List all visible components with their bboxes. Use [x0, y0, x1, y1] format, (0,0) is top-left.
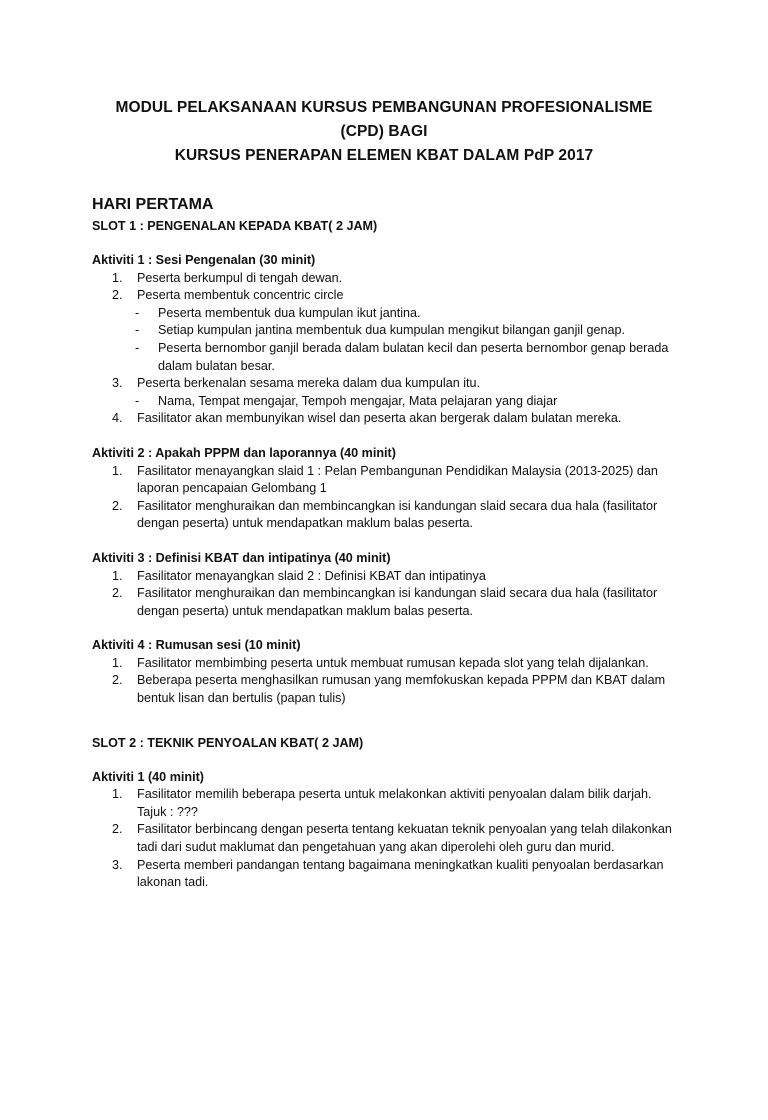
step-text: Peserta berkenalan sesama mereka dalam dua kumpulan itu. — [137, 376, 481, 391]
sub-steps — [137, 305, 676, 375]
activity-block — [92, 769, 676, 892]
sub-step-dash: - — [135, 393, 140, 408]
step-text: Fasilitator menayangkan slaid 1 : Pelan Pembangunan Pendidikan Malaysia (2013-2025) dan laporan pencapaian Gelombang 1 — [137, 463, 658, 496]
sub-step-item — [92, 340, 676, 375]
title-line-1: MODUL PELAKSANAAN KURSUS PEMBANGUNAN PROFESIONALISME (CPD) BAGI — [115, 99, 653, 140]
step-item — [92, 568, 676, 586]
document-page — [0, 96, 768, 1120]
activity-steps — [92, 270, 676, 428]
title-line-2: KURSUS PENERAPAN ELEMEN KBAT DALAM PdP 2017 — [174, 147, 594, 164]
step-item — [92, 270, 676, 288]
step-text: Fasilitator memilih beberapa peserta untuk melakonkan aktiviti penyoalan dalam bilik darjah. Tajuk : ??? — [137, 787, 652, 819]
step-number: 1. — [112, 787, 123, 802]
step-item — [92, 287, 676, 375]
sub-step-text: Nama, Tempat mengajar, Tempoh mengajar, Mata pelajaran yang diajar — [158, 393, 558, 408]
activity-title: Aktiviti 1 (40 minit) — [92, 769, 204, 784]
step-text: Peserta memberi pandangan tentang bagaimana meningkatkan kualiti penyoalan berdasarkan lakonan tadi. — [137, 857, 664, 890]
sub-step-text: Setiap kumpulan jantina membentuk dua kumpulan mengikut bilangan ganjil genap. — [158, 323, 625, 338]
step-text: Fasilitator berbincang dengan peserta tentang kekuatan teknik penyoalan yang telah dilakonkan tadi dari sudut maklumat dan pengetahuan yang akan diperolehi oleh guru dan murid. — [137, 822, 672, 855]
sub-step-item — [92, 322, 676, 340]
step-item — [92, 821, 676, 856]
step-item — [92, 857, 676, 892]
step-item — [92, 498, 676, 533]
step-item — [92, 786, 676, 821]
activity-block — [92, 445, 676, 533]
activity-title: Aktiviti 2 : Apakah PPPM dan laporannya (40 minit) — [92, 445, 396, 460]
step-item — [92, 655, 676, 673]
step-text: Fasilitator membimbing peserta untuk membuat rumusan kepada slot yang telah dijalankan. — [137, 655, 649, 670]
step-item — [92, 410, 676, 428]
step-number: 1. — [112, 568, 123, 583]
sub-step-text: Peserta membentuk dua kumpulan ikut jantina. — [158, 305, 421, 320]
step-number: 1. — [112, 270, 123, 285]
step-text: Peserta berkumpul di tengah dewan. — [137, 270, 343, 285]
activity-title: Aktiviti 1 : Sesi Pengenalan (30 minit) — [92, 253, 316, 267]
activity-steps — [92, 463, 676, 533]
sub-step-dash: - — [135, 340, 140, 355]
activity-steps — [92, 655, 676, 708]
step-number: 4. — [112, 411, 123, 426]
activity-block — [92, 637, 676, 707]
step-number: 2. — [112, 586, 123, 601]
step-number: 3. — [112, 857, 123, 872]
activity-block — [92, 252, 676, 428]
sub-step-dash: - — [135, 305, 140, 320]
step-item — [92, 585, 676, 620]
sub-step-item — [92, 393, 676, 411]
activity-title: Aktiviti 4 : Rumusan sesi (10 minit) — [92, 638, 301, 653]
step-text: Fasilitator akan membunyikan wisel dan peserta akan bergerak dalam bulatan mereka. — [137, 411, 622, 426]
sub-steps — [137, 393, 676, 411]
activity-steps — [92, 568, 676, 621]
step-text: Peserta membentuk concentric circle — [137, 288, 344, 303]
step-number: 2. — [112, 822, 123, 837]
step-number: 2. — [112, 498, 123, 513]
activity-title: Aktiviti 3 : Definisi KBAT dan intipatinya (40 minit) — [92, 550, 391, 565]
step-number: 2. — [112, 673, 123, 688]
day-heading: HARI PERTAMA — [92, 196, 214, 213]
step-number: 2. — [112, 288, 123, 303]
step-text: Fasilitator menayangkan slaid 2 : Definisi KBAT dan intipatinya — [137, 568, 486, 583]
step-item — [92, 463, 676, 498]
document-title — [92, 96, 676, 168]
slot-heading: SLOT 2 : TEKNIK PENYOALAN KBAT( 2 JAM) — [92, 735, 364, 750]
step-item — [92, 375, 676, 410]
step-text: Fasilitator menghuraikan dan membincangkan isi kandungan slaid secara dua hala (fasilitator dengan peserta) untuk mendapatkan maklum balas peserta. — [137, 586, 658, 618]
activity-steps — [92, 786, 676, 892]
step-item — [92, 672, 676, 707]
sub-step-text: Peserta bernombor ganjil berada dalam bulatan kecil dan peserta bernombor genap berada dalam bulatan besar. — [158, 340, 669, 373]
sub-step-item — [92, 305, 676, 323]
step-number: 1. — [112, 655, 123, 670]
sub-step-dash: - — [135, 323, 140, 338]
activity-block — [92, 550, 676, 620]
step-text: Fasilitator menghuraikan dan membincangkan isi kandungan slaid secara dua hala (fasilitator dengan peserta) untuk mendapatkan maklum balas peserta. — [137, 498, 658, 531]
slot-heading: SLOT 1 : PENGENALAN KEPADA KBAT( 2 JAM) — [92, 219, 378, 233]
slots-container — [92, 217, 676, 892]
step-text: Beberapa peserta menghasilkan rumusan yang memfokuskan kepada PPPM dan KBAT dalam bentuk lisan dan bertulis (papan tulis) — [137, 673, 666, 706]
step-number: 3. — [112, 376, 123, 391]
step-number: 1. — [112, 463, 123, 478]
